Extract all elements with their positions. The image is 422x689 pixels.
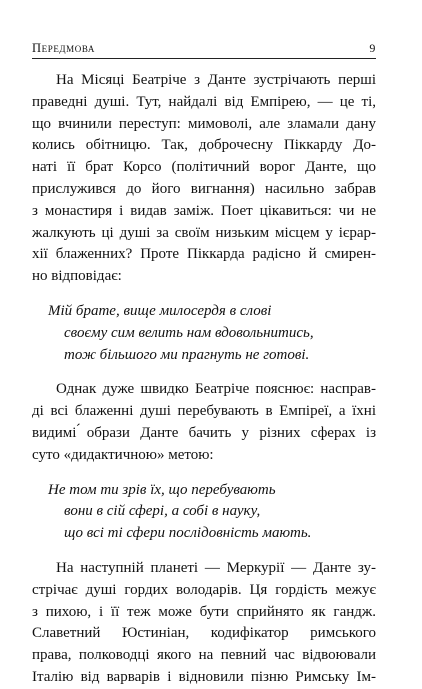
- paragraph-line: Італію від варварів і відновили пізню Римську Ім-: [32, 668, 376, 685]
- spacer: [32, 288, 376, 301]
- paragraph-1: [32, 70, 376, 288]
- spacer: [32, 366, 376, 379]
- paragraph-line: видимі ́образи Данте бачить у різних сферах із: [32, 424, 376, 441]
- paragraph-line: наті її брат Корсо (політичний ворог Данте, що: [32, 159, 376, 176]
- verse-line: своєму сим велить нам вдовольнитись,: [64, 324, 314, 341]
- paragraph-line: стрічає душі гордих володарів. Ця гордість межує: [32, 581, 376, 598]
- paragraph-line: права, полководці якого на певний час відвоювали: [32, 647, 376, 664]
- paragraph-line: ді всі блаженні душі перебувають в Емпіреї, а їхні: [32, 403, 376, 420]
- paragraph-line: На Місяці Беатріче з Данте зустрічають перші: [56, 72, 376, 88]
- paragraph-2: [32, 379, 376, 466]
- paragraph-line: но відповідає:: [32, 268, 122, 285]
- paragraph-line: праведні душі. Тут, найдалі від Емпірею, — це ті,: [32, 93, 376, 110]
- paragraph-3: [32, 558, 376, 689]
- page-number: 9: [369, 41, 376, 55]
- body-text: [32, 70, 376, 689]
- verse-line: що всі ті сфери послідовність мають.: [64, 525, 312, 542]
- paragraph-line: що вчинили переступ: мимоволі, але зламали дану: [32, 115, 376, 132]
- verse-line: Не том ти зрів їх, що перебувають: [48, 481, 276, 498]
- running-header: [32, 40, 376, 56]
- paragraph-line: з пихою, і її теж може бути сприйнято як гандж.: [32, 603, 376, 620]
- verse-quote-2: [32, 480, 376, 545]
- verse-quote-1: [32, 301, 376, 366]
- verse-line: Мій брате, вище милосердя в слові: [48, 302, 272, 319]
- paragraph-line: з монастиря і видав заміж. Поет цікавиться: чи не: [32, 202, 376, 219]
- spacer: [32, 467, 376, 480]
- paragraph-line: Однак дуже швидко Беатріче пояснює: насправ-: [56, 381, 376, 398]
- paragraph-line: Славетний Юстиніан, кодифікатор римського: [32, 625, 376, 642]
- verse-line: тож більшого ми прагнуть не готові.: [64, 346, 310, 363]
- paragraph-line: жалкують ці душі за своїм низьким місцем у ієрар-: [32, 224, 376, 241]
- paragraph-line: прислужився до його вигнання) насильно забрав: [32, 180, 376, 197]
- paragraph-line: колись обітницю. Так, доброчесну Піккарду До-: [32, 137, 376, 154]
- header-rule: [32, 58, 376, 59]
- section-title: Передмова: [32, 41, 96, 55]
- paragraph-line: суто «дидактичною» метою:: [32, 446, 214, 463]
- spacer: [32, 545, 376, 558]
- paragraph-line: На наступній планеті — Меркурії — Данте зу-: [56, 559, 376, 576]
- paragraph-line: хії блаженних? Проте Піккарда радісно й смирен-: [32, 246, 376, 263]
- verse-line: вони в сій сфері, а собі в науку,: [64, 503, 261, 520]
